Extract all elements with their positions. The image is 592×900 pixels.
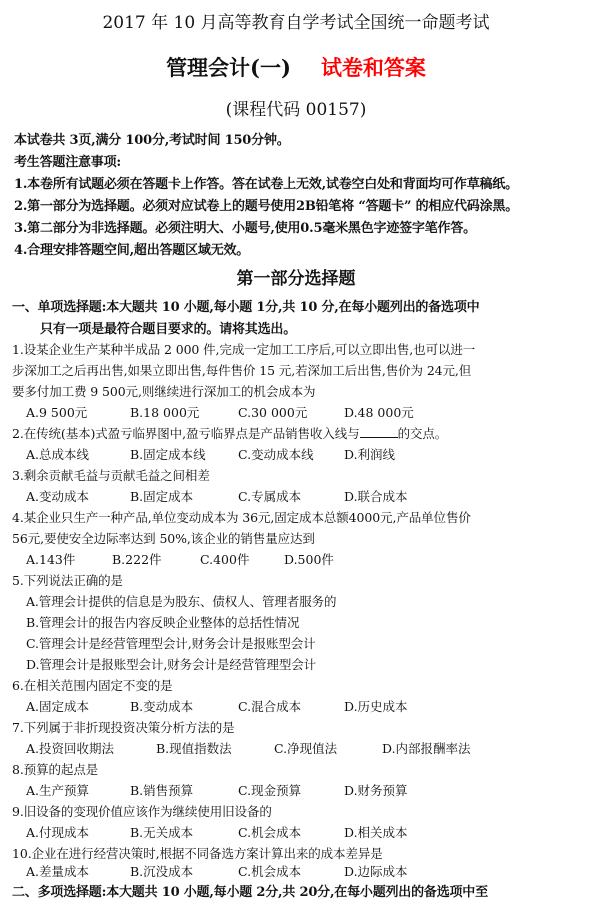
option-b: B.222件 xyxy=(112,552,162,567)
option-c: C.混合成本 xyxy=(238,699,302,714)
option-a: A.变动成本 xyxy=(26,489,90,504)
notice-item: 2.第一部分为选择题。必须对应试卷上的题号使用2B铅笔将 “答题卡” 的相应代码涂黑。 xyxy=(14,199,519,214)
option-a: A.143件 xyxy=(26,552,76,567)
option-d: D.边际成本 xyxy=(344,864,408,879)
subject-title: 管理会计(一) xyxy=(166,55,291,80)
question-1-cont: 要多付加工费 9 500元,则继续进行深加工的机会成本为 xyxy=(12,384,316,399)
option-c: C.现金预算 xyxy=(238,783,302,798)
answer-blank xyxy=(360,426,398,438)
option-a: A.差量成本 xyxy=(26,864,90,879)
exam-header: 2017 年 10 月高等教育自学考试全国统一命题考试 xyxy=(102,13,490,33)
option-c: C.专属成本 xyxy=(238,489,302,504)
option-b: B.现值指数法 xyxy=(156,741,232,756)
option-c: C.变动成本线 xyxy=(238,447,314,462)
question-7: 7.下列属于非折现投资决策分析方法的是 xyxy=(12,720,235,735)
option-d: D.500件 xyxy=(284,552,334,567)
question-6: 6.在相关范围内固定不变的是 xyxy=(12,678,173,693)
option-d: D.联合成本 xyxy=(344,489,408,504)
option-a: A.生产预算 xyxy=(26,783,90,798)
option-c: C.净现值法 xyxy=(274,741,338,756)
option-a: A.付现成本 xyxy=(26,825,90,840)
question-4: 4.某企业只生产一种产品,单位变动成本为 36元,固定成本总额4000元,产品单位售价 xyxy=(12,510,471,525)
option-b: B.变动成本 xyxy=(130,699,194,714)
section-one-heading-cont: 只有一项是最符合题目要求的。请将其选出。 xyxy=(40,322,297,337)
paper-summary: 本试卷共 3页,满分 100分,考试时间 150分钟。 xyxy=(14,133,290,148)
option-a: A.管理会计提供的信息是为股东、债权人、管理者服务的 xyxy=(26,594,337,609)
option-d: D.相关成本 xyxy=(344,825,408,840)
option-d: D.管理会计是报账型会计,财务会计是经营管理型会计 xyxy=(26,657,317,672)
option-a: A.投资回收期法 xyxy=(26,741,115,756)
option-a: A.总成本线 xyxy=(26,447,90,462)
question-2 xyxy=(12,424,447,442)
option-c: C.400件 xyxy=(200,552,250,567)
option-d: D.财务预算 xyxy=(344,783,408,798)
option-b: B.管理会计的报告内容反映企业整体的总括性情况 xyxy=(26,615,300,630)
notice-item: 4.合理安排答题空间,超出答题区域无效。 xyxy=(14,243,250,258)
question-3: 3.剩余贡献毛益与贡献毛益之间相差 xyxy=(12,468,210,483)
part-one-title: 第一部分选择题 xyxy=(236,269,356,289)
option-b: B.固定成本线 xyxy=(130,447,206,462)
option-b: B.销售预算 xyxy=(130,783,194,798)
question-9: 9.旧设备的变现价值应该作为继续使用旧设备的 xyxy=(12,804,272,819)
option-d: D.利润线 xyxy=(344,447,396,462)
option-b: B.无关成本 xyxy=(130,825,194,840)
question-10: 10.企业在进行经营决策时,根据不同备选方案计算出来的成本差异是 xyxy=(12,846,383,861)
option-d: D.内部报酬率法 xyxy=(382,741,471,756)
option-c: C.机会成本 xyxy=(238,864,302,879)
question-5: 5.下列说法正确的是 xyxy=(12,573,123,588)
notice-item: 1.本卷所有试题必须在答题卡上作答。答在试卷上无效,试卷空白处和背面均可作草稿纸。 xyxy=(14,177,518,192)
option-c: C.30 000元 xyxy=(238,405,308,420)
question-1-cont: 步深加工之后再出售,如果立即出售,每件售价 15 元,若深加工后出售,售价为 24元,但 xyxy=(12,363,472,378)
section-two-heading: 二、多项选择题:本大题共 10 小题,每小题 2分,共 20分,在每小题列出的备选项中至 xyxy=(12,885,488,900)
question-1: 1.设某企业生产某种半成品 2 000 件,完成一定加工工序后,可以立即出售,也可以进一 xyxy=(12,342,476,357)
option-d: D.48 000元 xyxy=(344,405,414,420)
option-a: A.9 500元 xyxy=(26,405,88,420)
question-4-cont: 56元,要使安全边际率达到 50%,该企业的销售量应达到 xyxy=(12,531,315,546)
section-one-heading: 一、单项选择题:本大题共 10 小题,每小题 1分,共 10 分,在每小题列出的备选项中 xyxy=(12,300,480,315)
option-b: B.沉没成本 xyxy=(130,864,194,879)
option-a: A.固定成本 xyxy=(26,699,90,714)
notice-heading: 考生答题注意事项: xyxy=(14,155,121,170)
option-b: B.固定成本 xyxy=(130,489,194,504)
question-2-text-end: 的交点。 xyxy=(397,426,448,441)
notice-item: 3.第二部分为非选择题。必须注明大、小题号,使用0.5毫米黑色字迹签字笔作答。 xyxy=(14,221,476,236)
paper-title xyxy=(0,52,592,82)
answer-title: 试卷和答案 xyxy=(320,55,426,80)
option-c: C.管理会计是经营管理型会计,财务会计是报账型会计 xyxy=(26,636,316,651)
option-c: C.机会成本 xyxy=(238,825,302,840)
option-d: D.历史成本 xyxy=(344,699,408,714)
question-2-text: 2.在传统(基本)式盈亏临界图中,盈亏临界点是产品销售收入线与 xyxy=(12,426,360,441)
option-b: B.18 000元 xyxy=(130,405,200,420)
course-code: (课程代码 00157) xyxy=(225,100,367,120)
question-8: 8.预算的起点是 xyxy=(12,762,99,777)
